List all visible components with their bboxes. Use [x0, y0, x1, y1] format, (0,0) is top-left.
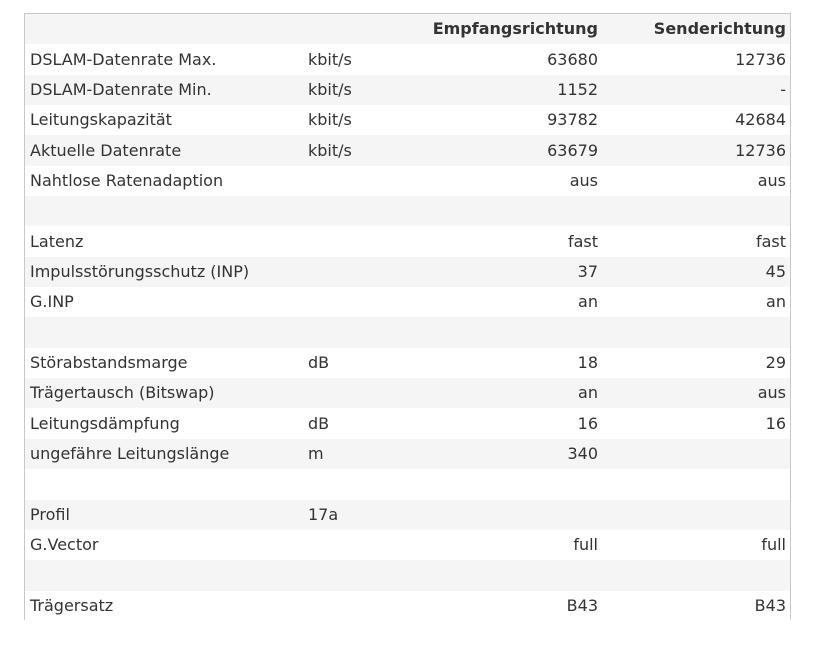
row-unit: 17a	[302, 500, 402, 530]
row-upstream: 12736	[602, 135, 790, 165]
table-row	[25, 226, 790, 256]
row-downstream: 340	[402, 439, 602, 469]
table-spacer-row	[25, 560, 790, 590]
table-row	[25, 257, 790, 287]
row-unit	[302, 196, 402, 226]
row-upstream: B43	[602, 591, 790, 621]
row-upstream: 12736	[602, 44, 790, 74]
table-row	[25, 75, 790, 105]
row-label	[25, 469, 302, 499]
row-label	[25, 317, 302, 347]
row-downstream	[402, 196, 602, 226]
row-unit	[302, 166, 402, 196]
table-row	[25, 287, 790, 317]
dsl-info-table	[25, 14, 790, 621]
table-spacer-row	[25, 196, 790, 226]
header-label	[25, 14, 302, 44]
row-downstream: B43	[402, 591, 602, 621]
row-label: Latenz	[25, 226, 302, 256]
row-upstream: 16	[602, 408, 790, 438]
row-label: Aktuelle Datenrate	[25, 135, 302, 165]
row-upstream: 45	[602, 257, 790, 287]
row-downstream: 18	[402, 348, 602, 378]
table-spacer-row	[25, 469, 790, 499]
row-unit	[302, 317, 402, 347]
row-label: Profil	[25, 500, 302, 530]
row-label: G.INP	[25, 287, 302, 317]
table-row	[25, 135, 790, 165]
row-upstream: aus	[602, 378, 790, 408]
row-label: Impulsstörungsschutz (INP)	[25, 257, 302, 287]
row-downstream: 63680	[402, 44, 602, 74]
row-upstream: full	[602, 530, 790, 560]
row-downstream: 37	[402, 257, 602, 287]
row-upstream: fast	[602, 226, 790, 256]
table-row	[25, 530, 790, 560]
row-unit: dB	[302, 408, 402, 438]
row-unit: kbit/s	[302, 135, 402, 165]
table-row	[25, 378, 790, 408]
row-upstream: aus	[602, 166, 790, 196]
row-upstream	[602, 560, 790, 590]
row-upstream	[602, 196, 790, 226]
table-row	[25, 105, 790, 135]
dsl-info-table-frame	[24, 13, 791, 620]
row-label	[25, 560, 302, 590]
row-unit	[302, 226, 402, 256]
row-label: Nahtlose Ratenadaption	[25, 166, 302, 196]
row-downstream: 63679	[402, 135, 602, 165]
row-upstream: -	[602, 75, 790, 105]
row-upstream	[602, 439, 790, 469]
row-label: G.Vector	[25, 530, 302, 560]
row-label: DSLAM-Datenrate Max.	[25, 44, 302, 74]
row-upstream: 29	[602, 348, 790, 378]
table-row	[25, 348, 790, 378]
row-unit: kbit/s	[302, 75, 402, 105]
row-downstream	[402, 469, 602, 499]
row-label: Trägersatz	[25, 591, 302, 621]
header-unit	[302, 14, 402, 44]
row-upstream	[602, 500, 790, 530]
row-downstream: 16	[402, 408, 602, 438]
table-row	[25, 500, 790, 530]
table-row	[25, 408, 790, 438]
row-unit	[302, 378, 402, 408]
row-unit: m	[302, 439, 402, 469]
row-unit	[302, 560, 402, 590]
row-downstream	[402, 317, 602, 347]
table-header-row	[25, 14, 790, 44]
row-unit	[302, 257, 402, 287]
row-downstream: 93782	[402, 105, 602, 135]
row-unit	[302, 287, 402, 317]
row-unit	[302, 591, 402, 621]
row-unit	[302, 469, 402, 499]
row-downstream: fast	[402, 226, 602, 256]
row-label: Leitungskapazität	[25, 105, 302, 135]
table-row	[25, 591, 790, 621]
table-row	[25, 166, 790, 196]
row-upstream: 42684	[602, 105, 790, 135]
row-downstream	[402, 500, 602, 530]
row-upstream	[602, 317, 790, 347]
row-label: ungefähre Leitungslänge	[25, 439, 302, 469]
row-label: Trägertausch (Bitswap)	[25, 378, 302, 408]
row-upstream	[602, 469, 790, 499]
row-downstream: full	[402, 530, 602, 560]
row-downstream	[402, 560, 602, 590]
header-upstream: Senderichtung	[602, 14, 790, 44]
table-spacer-row	[25, 317, 790, 347]
table-row	[25, 44, 790, 74]
row-unit: kbit/s	[302, 105, 402, 135]
row-downstream: aus	[402, 166, 602, 196]
row-downstream: 1152	[402, 75, 602, 105]
row-label: Störabstandsmarge	[25, 348, 302, 378]
row-downstream: an	[402, 287, 602, 317]
header-downstream: Empfangsrichtung	[402, 14, 602, 44]
row-unit: kbit/s	[302, 44, 402, 74]
row-label: Leitungsdämpfung	[25, 408, 302, 438]
row-label	[25, 196, 302, 226]
row-upstream: an	[602, 287, 790, 317]
row-unit: dB	[302, 348, 402, 378]
table-row	[25, 439, 790, 469]
row-unit	[302, 530, 402, 560]
row-label: DSLAM-Datenrate Min.	[25, 75, 302, 105]
row-downstream: an	[402, 378, 602, 408]
